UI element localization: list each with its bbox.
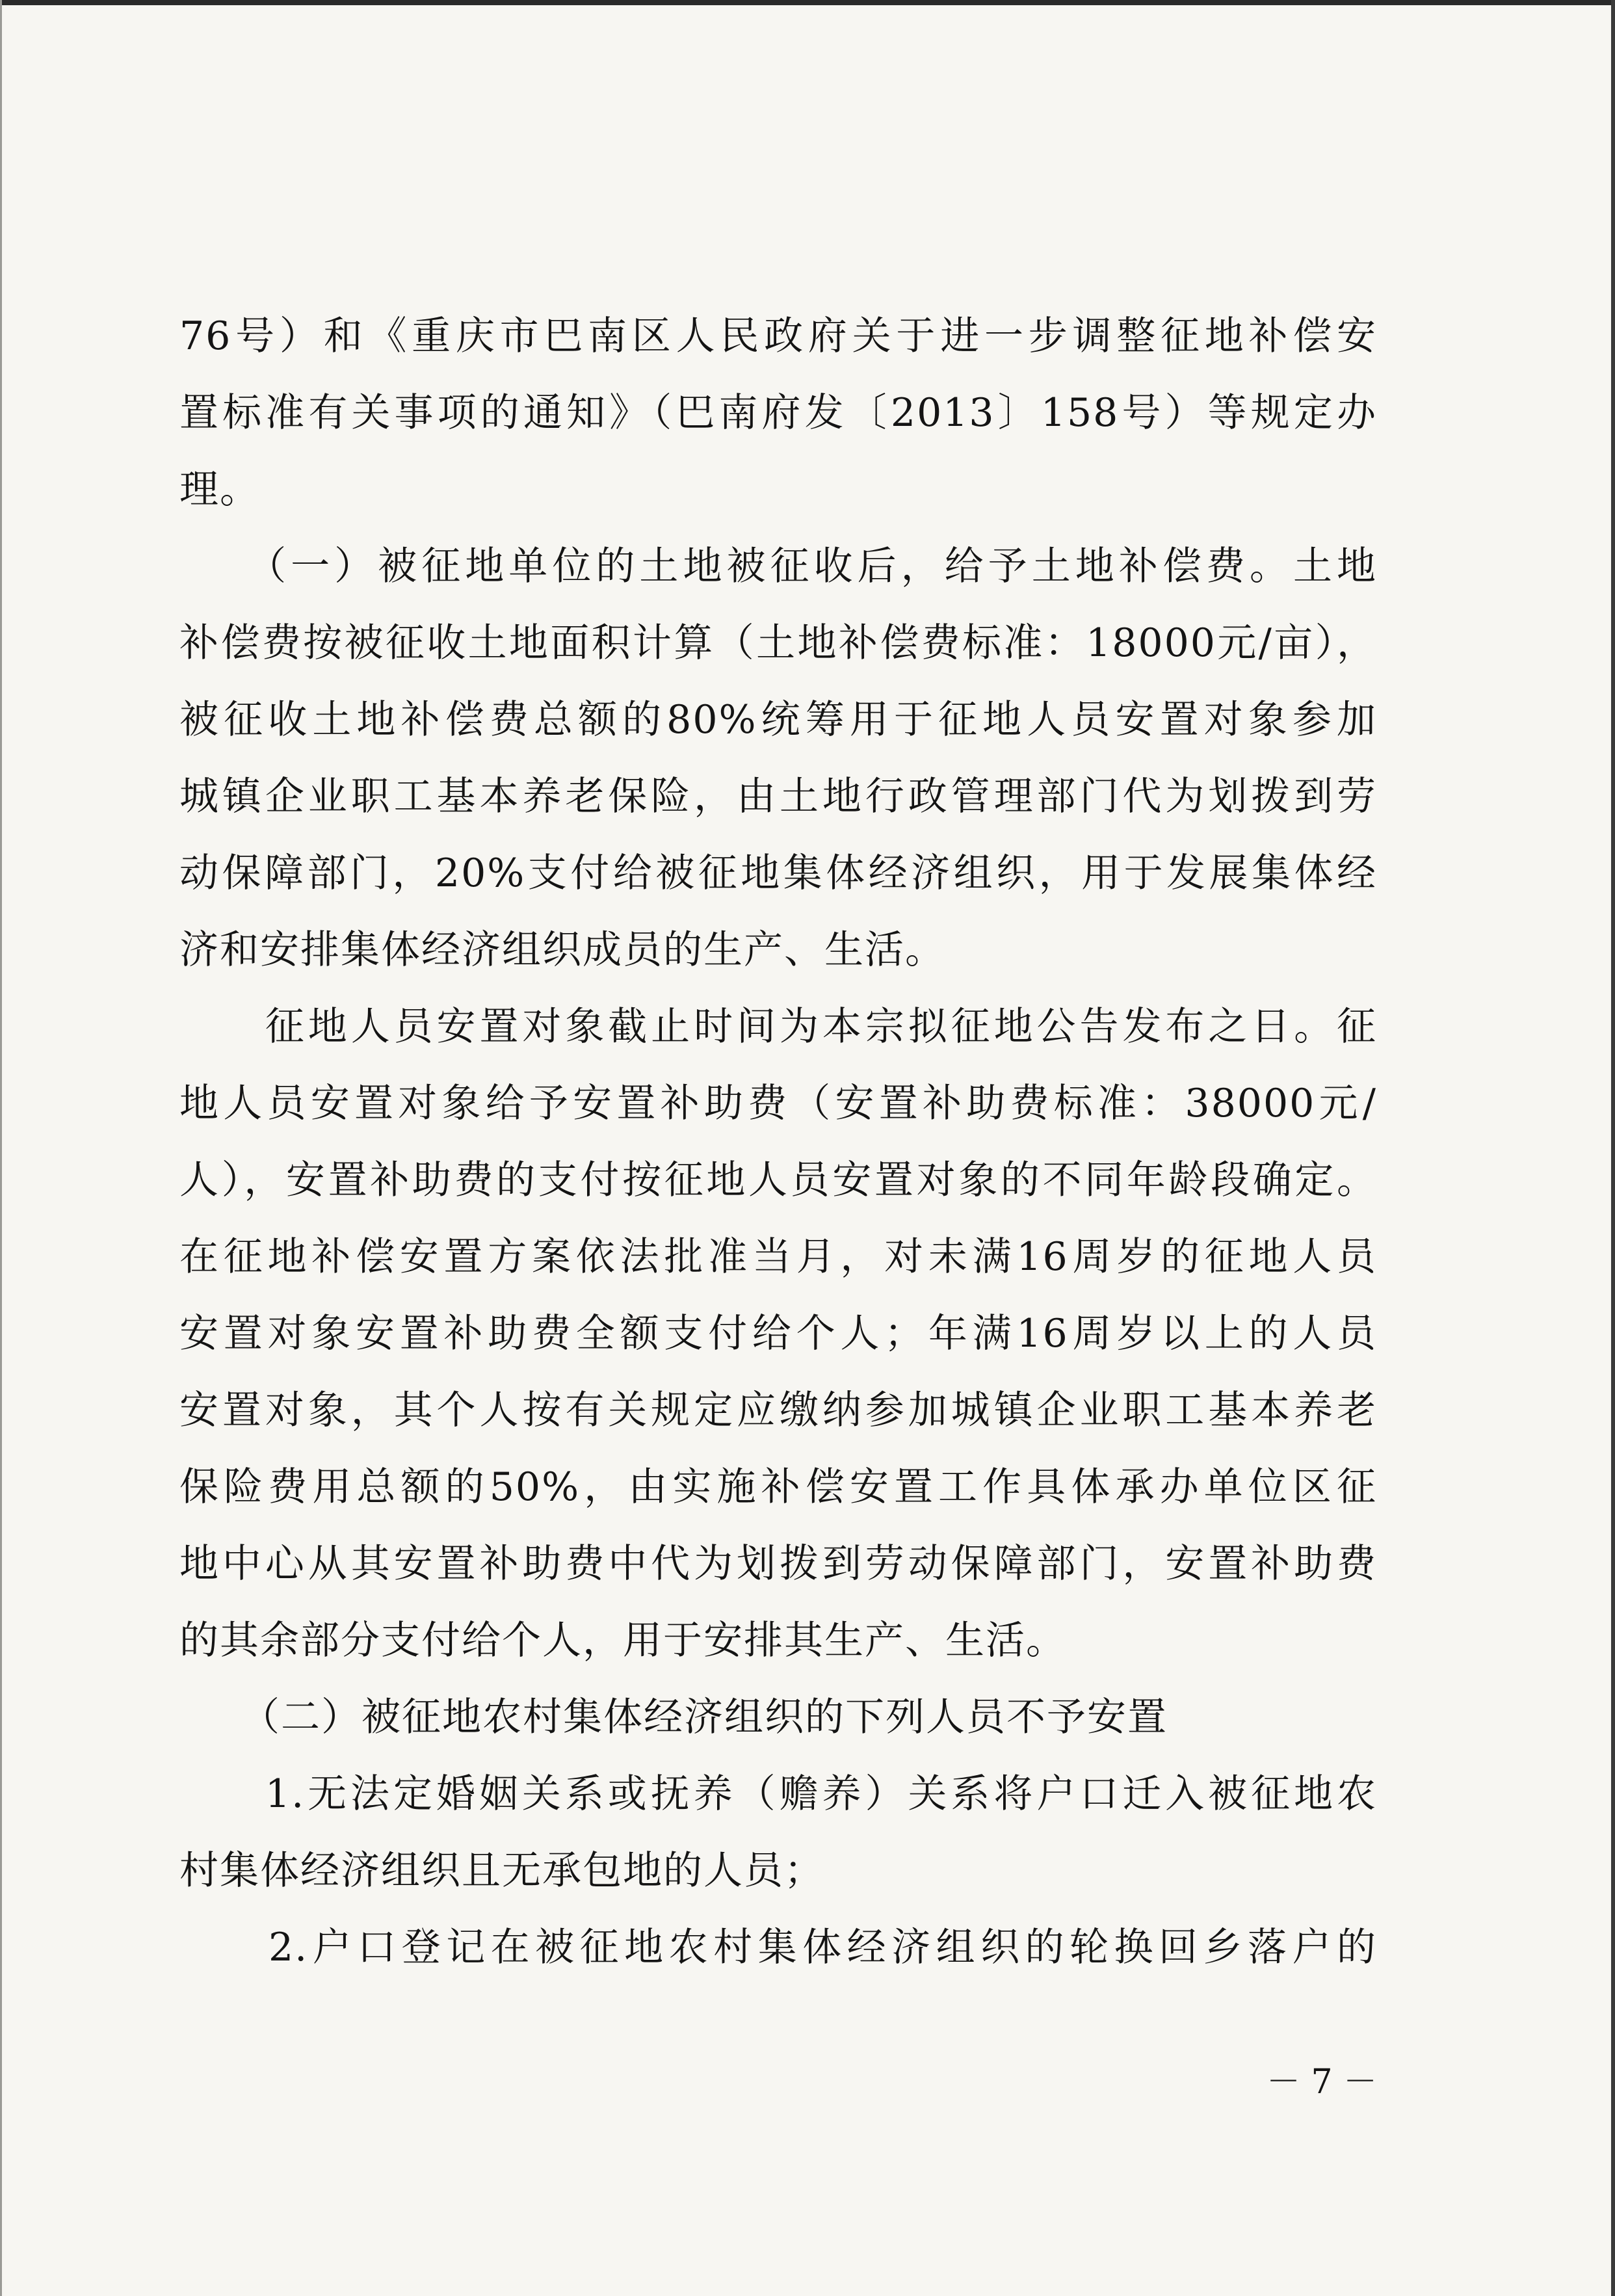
- text-line: 动保障部门，20%支付给被征地集体经济组织，用于发展集体经: [179, 851, 1377, 896]
- text-line: 济和安排集体经济组织成员的生产、生活。: [179, 927, 945, 973]
- text-line: 地中心从其安置补助费中代为划拨到劳动保障部门，安置补助费: [179, 1541, 1377, 1587]
- scan-border-left: [0, 0, 2, 2296]
- text-line: 保险费用总额的50%，由实施补偿安置工作具体承办单位区征: [179, 1464, 1377, 1510]
- text-line: 1.无法定婚姻关系或抚养（赡养）关系将户口迁入被征地农: [179, 1771, 1377, 1817]
- text-line: 安置对象安置补助费全额支付给个人；年满16周岁以上的人员: [179, 1311, 1377, 1356]
- text-line: 的其余部分支付给个人，用于安排其生产、生活。: [179, 1618, 1066, 1663]
- text-line: 安置对象，其个人按有关规定应缴纳参加城镇企业职工基本养老: [179, 1388, 1377, 1433]
- text-line: 理。: [179, 467, 260, 512]
- text-line: 城镇企业职工基本养老保险，由土地行政管理部门代为划拨到劳: [179, 774, 1377, 819]
- text-line: 置标准有关事项的通知》（巴南府发〔2013〕158号）等规定办: [179, 390, 1377, 436]
- text-line: 村集体经济组织且无承包地的人员；: [179, 1848, 824, 1894]
- text-line: （一）被征地单位的土地被征收后，给予土地补偿费。土地: [179, 544, 1377, 589]
- scan-border-top: [0, 0, 1615, 5]
- document-body: [179, 298, 1377, 1986]
- text-line: 被征收土地补偿费总额的80%统筹用于征地人员安置对象参加: [179, 697, 1377, 743]
- text-line: 征地人员安置对象截止时间为本宗拟征地公告发布之日。征: [179, 1004, 1377, 1049]
- text-line: 在征地补偿安置方案依法批准当月，对未满16周岁的征地人员: [179, 1234, 1377, 1280]
- text-line: 76号）和《重庆市巴南区人民政府关于进一步调整征地补偿安: [179, 313, 1377, 359]
- text-line: （二）被征地农村集体经济组织的下列人员不予安置: [179, 1695, 1168, 1740]
- text-line: 2.户口登记在被征地农村集体经济组织的轮换回乡落户的: [179, 1925, 1377, 1970]
- text-line: 地人员安置对象给予安置补助费（安置补助费标准：38000元/: [179, 1081, 1377, 1126]
- page-number: － 7 －: [1267, 2063, 1378, 2102]
- text-line: 补偿费按被征收土地面积计算（土地补偿费标准：18000元/亩），: [179, 620, 1377, 666]
- text-line: 人），安置补助费的支付按征地人员安置对象的不同年龄段确定。: [179, 1157, 1377, 1203]
- scan-border-right: [1611, 0, 1615, 2296]
